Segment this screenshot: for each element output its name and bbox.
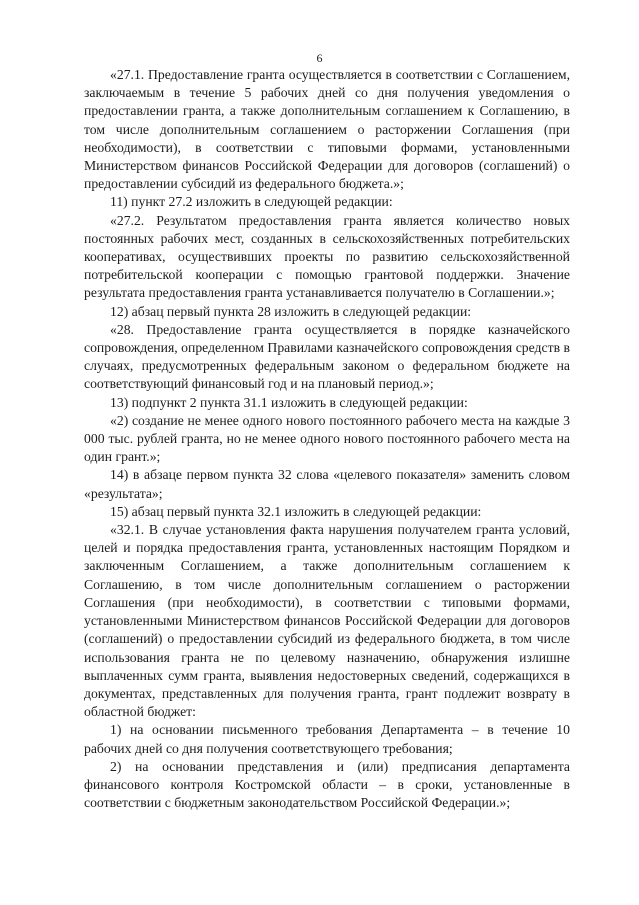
- paragraph-item-12: 12) абзац первый пункта 28 изложить в следующей редакции:: [110, 303, 472, 319]
- paragraph-28: «28. Предоставление гранта осуществляется в порядке казначейского сопровождения, определенном Правилами казначейского сопровождения средств в случаях, предусмотренных федеральным законом о федеральном бюджете на соответствующий финансовый год и на плановый период.»;: [84, 321, 570, 392]
- document-body: [84, 66, 570, 812]
- paragraph-item-15: 15) абзац первый пункта 32.1 изложить в следующей редакции:: [110, 503, 482, 519]
- paragraph-27-2: «27.2. Результатом предоставления гранта является количество новых постоянных рабочих мест, созданных в сельскохозяйственных потребительских кооперативах, осуществивших проекты по развитию сельскохозяйственной потребительской кооперации с помощью грантовой поддержки. Значение результата предоставления гранта устанавливается получателю в Соглашении.»;: [84, 212, 570, 301]
- paragraph-item-11: 11) пункт 27.2 изложить в следующей редакции:: [110, 194, 393, 210]
- paragraph-subitem-2: «2) создание не менее одного нового постоянного рабочего места на каждые 3 000 тыс. рублей гранта, но не менее одного нового постоянного рабочего места на один грант.»;: [84, 412, 570, 465]
- paragraph-32-1: «32.1. В случае установления факта нарушения получателем гранта условий, целей и порядка предоставления гранта, установленных настоящим Порядком и заключенным Соглашением, а также дополнительным соглашением к Соглашению, в том числе дополнительным соглашением о расторжении Соглашения (при необходимости), в соответствии с типовыми формами, установленными Министерством финансов Российской Федерации для договоров (соглашений) о предоставлении субсидий из федерального бюджета, в том числе использования гранта не по целевому назначению, обнаружения излишне выплаченных сумм гранта, выявления недостоверных сведений, содержащихся в документах, представленных для получения гранта, грант подлежит возврату в областной бюджет:: [84, 522, 570, 720]
- page-number: 6: [316, 51, 323, 65]
- paragraph-item-13: 13) подпункт 2 пункта 31.1 изложить в следующей редакции:: [110, 394, 468, 410]
- paragraph-return-2: 2) на основании представления и (или) предписания департамента финансового контроля Костромской области – в сроки, установленные в соответствии с бюджетным законодательством Российской Федерации.»;: [84, 758, 570, 811]
- paragraph-27-1: «27.1. Предоставление гранта осуществляется в соответствии с Соглашением, заключаемым в течение 5 рабочих дней со дня получения уведомления о предоставлении гранта, а также дополнительным соглашением к Соглашению, в том числе дополнительным соглашением о расторжении Соглашения (при необходимости), в соответствии с типовыми формами, установленными Министерством финансов Российской Федерации для договоров (соглашений) о предоставлении субсидий из федерального бюджета.»;: [84, 67, 570, 192]
- paragraph-item-14: 14) в абзаце первом пункта 32 слова «целевого показателя» заменить словом «результата»;: [84, 467, 570, 501]
- paragraph-return-1: 1) на основании письменного требования Департамента – в течение 10 рабочих дней со дня получения соответствующего требования;: [84, 722, 570, 756]
